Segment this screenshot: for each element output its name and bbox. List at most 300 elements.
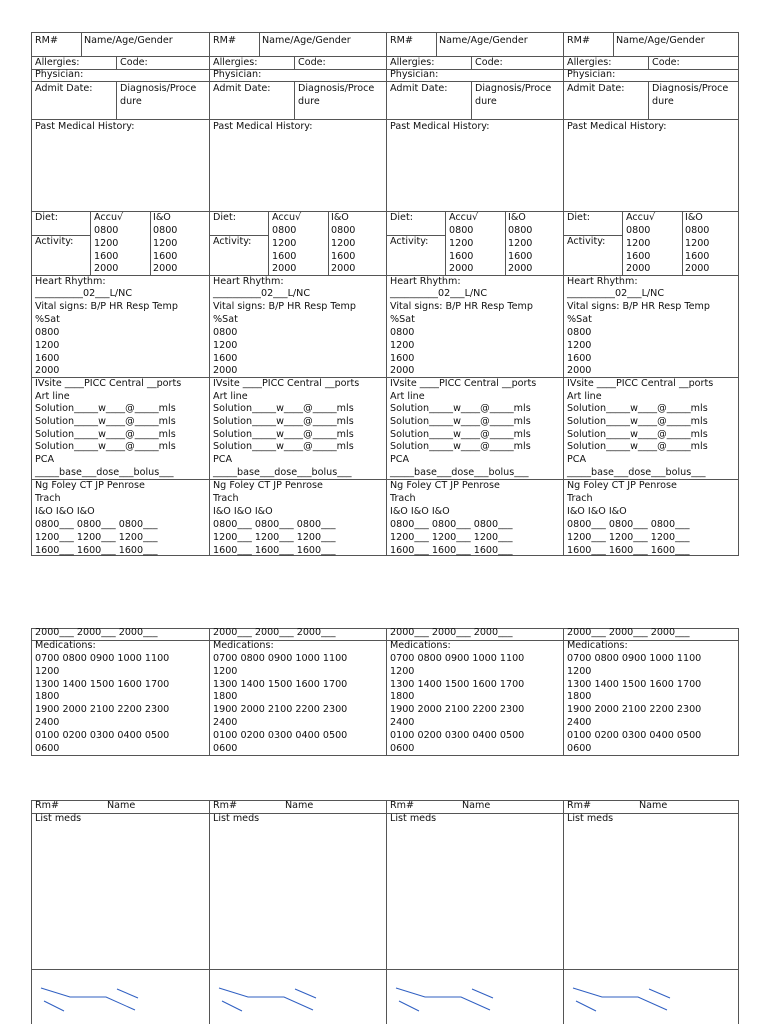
med-times-line: 0600 [35,742,60,754]
io-2000-line: 2000___ 2000___ 2000___ [35,627,158,638]
allergies-label: Allergies: [35,57,80,68]
solution-lines-line: Solution_____w____@_____mls [35,415,176,427]
med-column-3 [386,629,563,755]
diagnosis-label-2: dure [120,96,142,107]
rhythm-line: __________02___L/NC [567,288,665,299]
rm-short-label: Rm# [567,800,592,811]
io-2000-row [210,629,386,640]
solution-lines [213,403,354,454]
list-column-4 [563,801,739,1024]
med-times-line: 0100 0200 0300 0400 0500 [213,729,348,741]
vital-signs-label: Vital signs: B/P HR Resp Temp [213,301,356,312]
accu-times-line: 1200 [272,237,297,249]
diagnosis-label: Diagnosis/Proce [652,83,729,94]
tubes-row [387,479,563,557]
admit-row [564,81,739,119]
tubes-label: Ng Foley CT JP Penrose [567,480,677,491]
medications-row [32,640,209,756]
physician-row [387,69,563,81]
accu-times-line: 0800 [272,225,297,236]
pen-stroke-lower [222,989,316,1011]
medications-row [564,640,739,756]
io-label: I&O [685,212,703,223]
diet-divider [268,212,269,276]
io-times-line: 1600 [685,250,710,262]
solution-lines-line: Solution_____w____@_____mls [567,428,708,440]
solution-lines-line: Solution_____w____@_____mls [567,441,708,453]
pen-stroke-lower [399,989,493,1011]
io-entries-line: 1600___ 1600___ 1600___ [213,544,336,556]
solution-lines-line: Solution_____w____@_____mls [390,403,531,414]
io-header: I&O I&O I&O [567,506,627,517]
pen-stroke-lower [44,989,138,1011]
name-age-gender-label: Name/Age/Gender [262,35,351,46]
heart-rhythm-label: Heart Rhythm: [213,276,284,287]
accu-times [449,225,473,276]
rhythm-line: __________02___L/NC [35,288,133,299]
medications-label: Medications: [567,640,628,651]
pca-label: PCA [213,454,233,465]
med-times-line: 1200 [567,665,592,677]
vital-signs-label: Vital signs: B/P HR Resp Temp [390,301,533,312]
solution-lines [390,403,531,454]
accu-times-line: 1600 [449,250,474,262]
io-label: I&O [153,212,171,223]
activity-label: Activity: [390,236,429,247]
med-times-line: 0100 0200 0300 0400 0500 [567,729,702,741]
name-label: Name [107,800,136,811]
diet-row [387,211,563,275]
io-times [331,225,355,276]
tubes-label: Ng Foley CT JP Penrose [213,480,323,491]
admit-date-label: Admit Date: [390,83,448,94]
code-label: Code: [652,57,680,68]
med-times-line: 0700 0800 0900 1000 1100 [213,653,348,664]
io-times [685,225,709,276]
iv-row [387,377,563,479]
pmh-row [387,119,563,211]
io-entries [390,519,513,557]
list-header-row [564,801,739,813]
med-times [35,653,169,755]
io-entries [567,519,690,557]
solution-lines-line: Solution_____w____@_____mls [390,415,531,427]
io-times [508,225,532,276]
solution-lines-line: Solution_____w____@_____mls [567,415,708,427]
vital-times-line: 0800 [35,327,60,338]
id-row [387,33,563,56]
tubes-label: Ng Foley CT JP Penrose [390,480,500,491]
art-line-label: Art line [390,391,425,402]
med-times-line: 1200 [35,665,60,677]
iv-row [210,377,386,479]
list-header-row [210,801,386,813]
solution-lines-line: Solution_____w____@_____mls [213,403,354,414]
io-times-line: 2000 [153,263,178,275]
io-entries-line: 1600___ 1600___ 1600___ [390,544,513,556]
iv-row [564,377,739,479]
diet-label: Diet: [390,212,413,223]
past-medical-history-label: Past Medical History: [213,121,313,132]
med-times-line: 2400 [390,716,415,728]
trach-label: Trach [567,493,593,504]
diet-row [210,211,386,275]
vital-times-line: 1200 [567,339,592,351]
io-divider [505,212,506,276]
vital-signs-label: Vital signs: B/P HR Resp Temp [35,301,178,312]
io-2000-row [387,629,563,640]
list-meds-sheet [31,800,739,1024]
pen-stroke-lower [576,989,670,1011]
diet-row [32,211,209,275]
accu-times-line: 2000 [272,263,297,275]
med-times-line: 2400 [213,716,238,728]
name-age-gender-label: Name/Age/Gender [439,35,528,46]
past-medical-history-label: Past Medical History: [35,121,135,132]
vital-times [390,327,414,378]
id-row [564,33,739,56]
allergies-label: Allergies: [567,57,612,68]
tubes-row [210,479,386,557]
io-entries-line: 1600___ 1600___ 1600___ [35,544,158,556]
accu-times [272,225,296,276]
pen-mark-drawing [387,970,563,1026]
id-divider [81,33,82,56]
med-times-line: 1900 2000 2100 2200 2300 [567,704,702,716]
pmh-row [32,119,209,211]
vital-times-line: 1200 [213,339,238,351]
io-label: I&O [331,212,349,223]
med-times-line: 1800 [213,691,238,703]
list-header-row [387,801,563,813]
list-meds-label: List meds [567,813,614,824]
io-2000-line: 2000___ 2000___ 2000___ [567,627,690,638]
med-times [390,653,524,755]
io-times [153,225,177,276]
accu-times-line: 2000 [449,263,474,275]
pen-mark-drawing [210,970,386,1026]
diet-divider [90,212,91,276]
vital-times-line: 0800 [390,327,415,338]
solution-lines-line: Solution_____w____@_____mls [390,428,531,440]
pmh-row [564,119,739,211]
sat-label: %Sat [390,314,415,325]
id-divider [613,33,614,56]
activity-label: Activity: [35,236,74,247]
med-times-line: 0600 [213,742,238,754]
rm-label: RM# [567,35,590,46]
med-times-line: 2400 [567,716,592,728]
art-line-label: Art line [213,391,248,402]
med-times [567,653,701,755]
admit-divider [648,82,649,120]
io-times-line: 0800 [685,225,710,236]
rm-short-label: Rm# [35,800,60,811]
tubes-row [564,479,739,557]
trach-label: Trach [35,493,61,504]
diet-divider [622,212,623,276]
solution-lines-line: Solution_____w____@_____mls [35,428,176,440]
pen-mark-drawing [564,970,740,1026]
io-times-line: 1200 [685,237,710,249]
signature-row [564,969,739,1025]
allergies-row [387,56,563,69]
activity-label: Activity: [567,236,606,247]
heart-rhythm-label: Heart Rhythm: [35,276,106,287]
med-times-line: 1300 1400 1500 1600 1700 [390,678,525,690]
diagnosis-label-2: dure [298,96,320,107]
list-body-row [564,813,739,969]
io-entries-line: 1600___ 1600___ 1600___ [567,544,690,556]
med-times-line: 1800 [35,691,60,703]
solution-lines-line: Solution_____w____@_____mls [35,403,176,414]
id-row [210,33,386,56]
patient-column-4 [563,33,739,555]
med-times-line: 1300 1400 1500 1600 1700 [213,678,348,690]
allergies-label: Allergies: [213,57,258,68]
diagnosis-label: Diagnosis/Proce [475,83,552,94]
med-times-line: 0100 0200 0300 0400 0500 [35,729,170,741]
iv-site-label: IVsite ____PICC Central __ports [390,378,537,389]
io-label: I&O [508,212,526,223]
accu-times-line: 1200 [94,237,119,249]
io-entries [213,519,336,557]
accu-times-line: 1600 [94,250,119,262]
rhythm-row [387,275,563,377]
physician-label: Physician: [567,69,616,80]
tubes-label: Ng Foley CT JP Penrose [35,480,145,491]
io-divider [150,212,151,276]
diagnosis-label: Diagnosis/Proce [120,83,197,94]
io-entries-line: 0800___ 0800___ 0800___ [213,519,336,530]
art-line-label: Art line [567,391,602,402]
code-label: Code: [120,57,148,68]
admit-row [32,81,209,119]
accu-times-line: 2000 [94,263,119,275]
io-entries-line: 0800___ 0800___ 0800___ [35,519,158,530]
io-times-line: 2000 [685,263,710,275]
iv-site-label: IVsite ____PICC Central __ports [567,378,714,389]
io-entries-line: 1200___ 1200___ 1200___ [567,531,690,543]
med-times-line: 1200 [390,665,415,677]
list-column-3 [386,801,563,1024]
io-times-line: 0800 [508,225,533,236]
iv-site-label: IVsite ____PICC Central __ports [35,378,182,389]
rhythm-row [564,275,739,377]
io-divider [682,212,683,276]
pca-line: _____base___dose___bolus___ [35,467,174,478]
pmh-row [210,119,386,211]
med-times-line: 0100 0200 0300 0400 0500 [390,729,525,741]
accu-label: Accu√ [272,212,302,223]
iv-row [32,377,209,479]
admit-date-label: Admit Date: [213,83,271,94]
code-label: Code: [298,57,326,68]
io-2000-line: 2000___ 2000___ 2000___ [213,627,336,638]
pca-label: PCA [35,454,55,465]
med-times-line: 1900 2000 2100 2200 2300 [213,704,348,716]
accu-times-line: 1600 [626,250,651,262]
pca-label: PCA [390,454,410,465]
rhythm-line: __________02___L/NC [390,288,488,299]
rm-short-label: Rm# [213,800,238,811]
io-times-line: 0800 [153,225,178,236]
admit-row [210,81,386,119]
signature-row [32,969,209,1025]
accu-times-line: 1600 [272,250,297,262]
medications-row [210,640,386,756]
accu-times [626,225,650,276]
vital-times-line: 1200 [390,339,415,351]
heart-rhythm-label: Heart Rhythm: [390,276,461,287]
list-meds-label: List meds [35,813,82,824]
io-header: I&O I&O I&O [35,506,95,517]
med-times-line: 1300 1400 1500 1600 1700 [35,678,170,690]
pen-mark-drawing [32,970,208,1026]
rhythm-row [210,275,386,377]
list-column-1 [32,801,209,1024]
admit-date-label: Admit Date: [35,83,93,94]
vital-times-line: 2000 [213,365,238,377]
patient-column-2 [209,33,386,555]
sat-label: %Sat [35,314,60,325]
rhythm-row [32,275,209,377]
list-body-row [32,813,209,969]
solution-lines-line: Solution_____w____@_____mls [567,403,708,414]
list-meds-label: List meds [390,813,437,824]
list-body-row [210,813,386,969]
vital-times-line: 0800 [567,327,592,338]
name-label: Name [462,800,491,811]
sat-label: %Sat [213,314,238,325]
patient-column-3 [386,33,563,555]
vital-times-line: 1600 [567,352,592,364]
medication-sheet [31,628,739,756]
io-2000-row [32,629,209,640]
medications-label: Medications: [213,640,274,651]
io-entries-line: 0800___ 0800___ 0800___ [567,519,690,530]
vital-times [567,327,591,378]
activity-divider [210,235,268,236]
sat-label: %Sat [567,314,592,325]
allergies-label: Allergies: [390,57,435,68]
diagnosis-label-2: dure [475,96,497,107]
id-divider [259,33,260,56]
solution-lines-line: Solution_____w____@_____mls [213,441,354,453]
rm-short-label: Rm# [390,800,415,811]
admit-divider [471,82,472,120]
med-times-line: 0600 [390,742,415,754]
diet-label: Diet: [213,212,236,223]
med-times-line: 0700 0800 0900 1000 1100 [390,653,525,664]
solution-lines-line: Solution_____w____@_____mls [213,415,354,427]
rm-label: RM# [35,35,58,46]
io-times-line: 2000 [331,263,356,275]
name-age-gender-label: Name/Age/Gender [84,35,173,46]
solution-lines [567,403,708,454]
medications-label: Medications: [390,640,451,651]
trach-label: Trach [213,493,239,504]
vital-times-line: 1600 [213,352,238,364]
art-line-label: Art line [35,391,70,402]
accu-times-line: 2000 [626,263,651,275]
accu-times-line: 0800 [449,225,474,236]
admit-divider [116,82,117,120]
name-label: Name [285,800,314,811]
physician-row [210,69,386,81]
med-times-line: 1300 1400 1500 1600 1700 [567,678,702,690]
io-times-line: 1200 [153,237,178,249]
physician-label: Physician: [35,69,84,80]
name-label: Name [639,800,668,811]
vital-times-line: 2000 [35,365,60,377]
solution-lines-line: Solution_____w____@_____mls [35,441,176,453]
diet-row [564,211,739,275]
id-row [32,33,209,56]
io-2000-row [564,629,739,640]
vital-times [35,327,59,378]
tubes-row [32,479,209,557]
accu-label: Accu√ [449,212,479,223]
activity-divider [564,235,622,236]
accu-label: Accu√ [94,212,124,223]
med-times-line: 0700 0800 0900 1000 1100 [567,653,702,664]
diet-divider [445,212,446,276]
past-medical-history-label: Past Medical History: [567,121,667,132]
iv-site-label: IVsite ____PICC Central __ports [213,378,360,389]
physician-row [564,69,739,81]
id-divider [436,33,437,56]
solution-lines-line: Solution_____w____@_____mls [213,428,354,440]
med-column-1 [32,629,209,755]
med-column-2 [209,629,386,755]
vital-times [213,327,237,378]
diagnosis-label: Diagnosis/Proce [298,83,375,94]
name-age-gender-label: Name/Age/Gender [616,35,705,46]
accu-times [94,225,118,276]
io-header: I&O I&O I&O [213,506,273,517]
medications-row [387,640,563,756]
rm-label: RM# [390,35,413,46]
rm-label: RM# [213,35,236,46]
io-divider [328,212,329,276]
med-times-line: 1800 [567,691,592,703]
accu-times-line: 1200 [626,237,651,249]
heart-rhythm-label: Heart Rhythm: [567,276,638,287]
activity-divider [387,235,445,236]
io-entries-line: 1200___ 1200___ 1200___ [390,531,513,543]
allergies-row [32,56,209,69]
med-times-line: 1900 2000 2100 2200 2300 [390,704,525,716]
diet-label: Diet: [567,212,590,223]
rhythm-line: __________02___L/NC [213,288,311,299]
med-times-line: 1200 [213,665,238,677]
code-label: Code: [475,57,503,68]
pca-line: _____base___dose___bolus___ [390,467,529,478]
med-times [213,653,347,755]
vital-times-line: 1600 [35,352,60,364]
accu-times-line: 0800 [94,225,119,236]
activity-divider [32,235,90,236]
vital-times-line: 1600 [390,352,415,364]
io-header: I&O I&O I&O [390,506,450,517]
signature-row [210,969,386,1025]
io-entries-line: 1200___ 1200___ 1200___ [213,531,336,543]
list-column-2 [209,801,386,1024]
admit-divider [294,82,295,120]
med-times-line: 2400 [35,716,60,728]
list-header-row [32,801,209,813]
